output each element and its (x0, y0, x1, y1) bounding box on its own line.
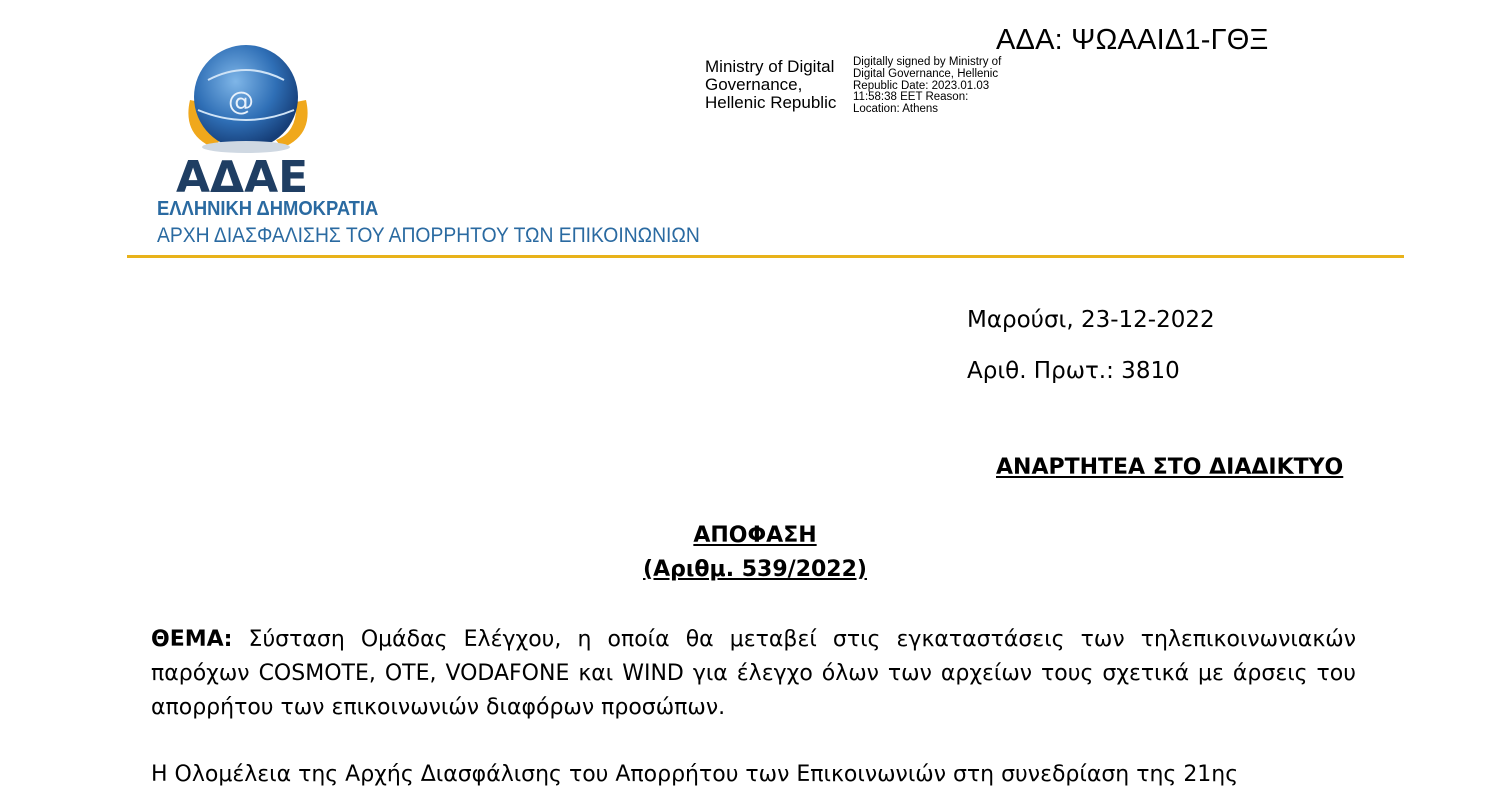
place-date: Μαρούσι, 23-12-2022 (967, 307, 1215, 333)
adae-globe-logo-icon (168, 40, 328, 196)
signature-details: Digitally signed by Ministry of Digital Governance, Hellenic Republic Date: 2023.01.03 11:58:38 EET Reason: Location: Athens (853, 56, 1002, 116)
signature-signer: Ministry of Digital Governance, Hellenic Republic (705, 57, 837, 112)
svg-text:ΑΔΑΕ: ΑΔΑΕ (176, 152, 309, 196)
subject-paragraph (151, 623, 1356, 725)
body-paragraph: Η Ολομέλεια της Αρχής Διασφάλισης του Απορρήτου των Επικοινωνιών στη συνεδρίαση της 21ης (151, 762, 1239, 787)
svg-text:@: @ (228, 87, 254, 117)
header-divider (127, 255, 1404, 258)
ada-number: ΑΔΑ: ΨΩΑΑΙΔ1-ΓΘΞ (996, 24, 1269, 56)
org-authority: ΑΡΧΗ ΔΙΑΣΦΑΛΙΣΗΣ ΤΟΥ ΑΠΟΡΡΗΤΟΥ ΤΩΝ ΕΠΙΚΟΙΝΩΝΙΩΝ (157, 224, 700, 247)
org-country: ΕΛΛΗΝΙΚΗ ΔΗΜΟΚΡΑΤΙΑ (157, 198, 379, 220)
decision-number: (Αριθμ. 539/2022) (643, 557, 867, 582)
protocol-number: Αριθ. Πρωτ.: 3810 (967, 358, 1180, 384)
subject-text: Σύσταση Ομάδας Ελέγχου, η οποία θα μεταβεί στις εγκαταστάσεις των τηλεπικοινωνιακών παρόχων COSMOTE, ΟΤΕ, VODAFONE και WIND για έλεγχο όλων των αρχείων τους σχετικά με άρσεις του απορρήτου των επικοινωνιών διαφόρων προσώπων. (151, 627, 1356, 720)
post-online-notice: ΑΝΑΡΤΗΤΕΑ ΣΤΟ ΔΙΑΔΙΚΤΥΟ (996, 455, 1344, 480)
subject-label: ΘΕΜΑ: (151, 627, 233, 652)
decision-title: ΑΠΟΦΑΣΗ (693, 523, 817, 548)
adae-logo (168, 40, 328, 196)
